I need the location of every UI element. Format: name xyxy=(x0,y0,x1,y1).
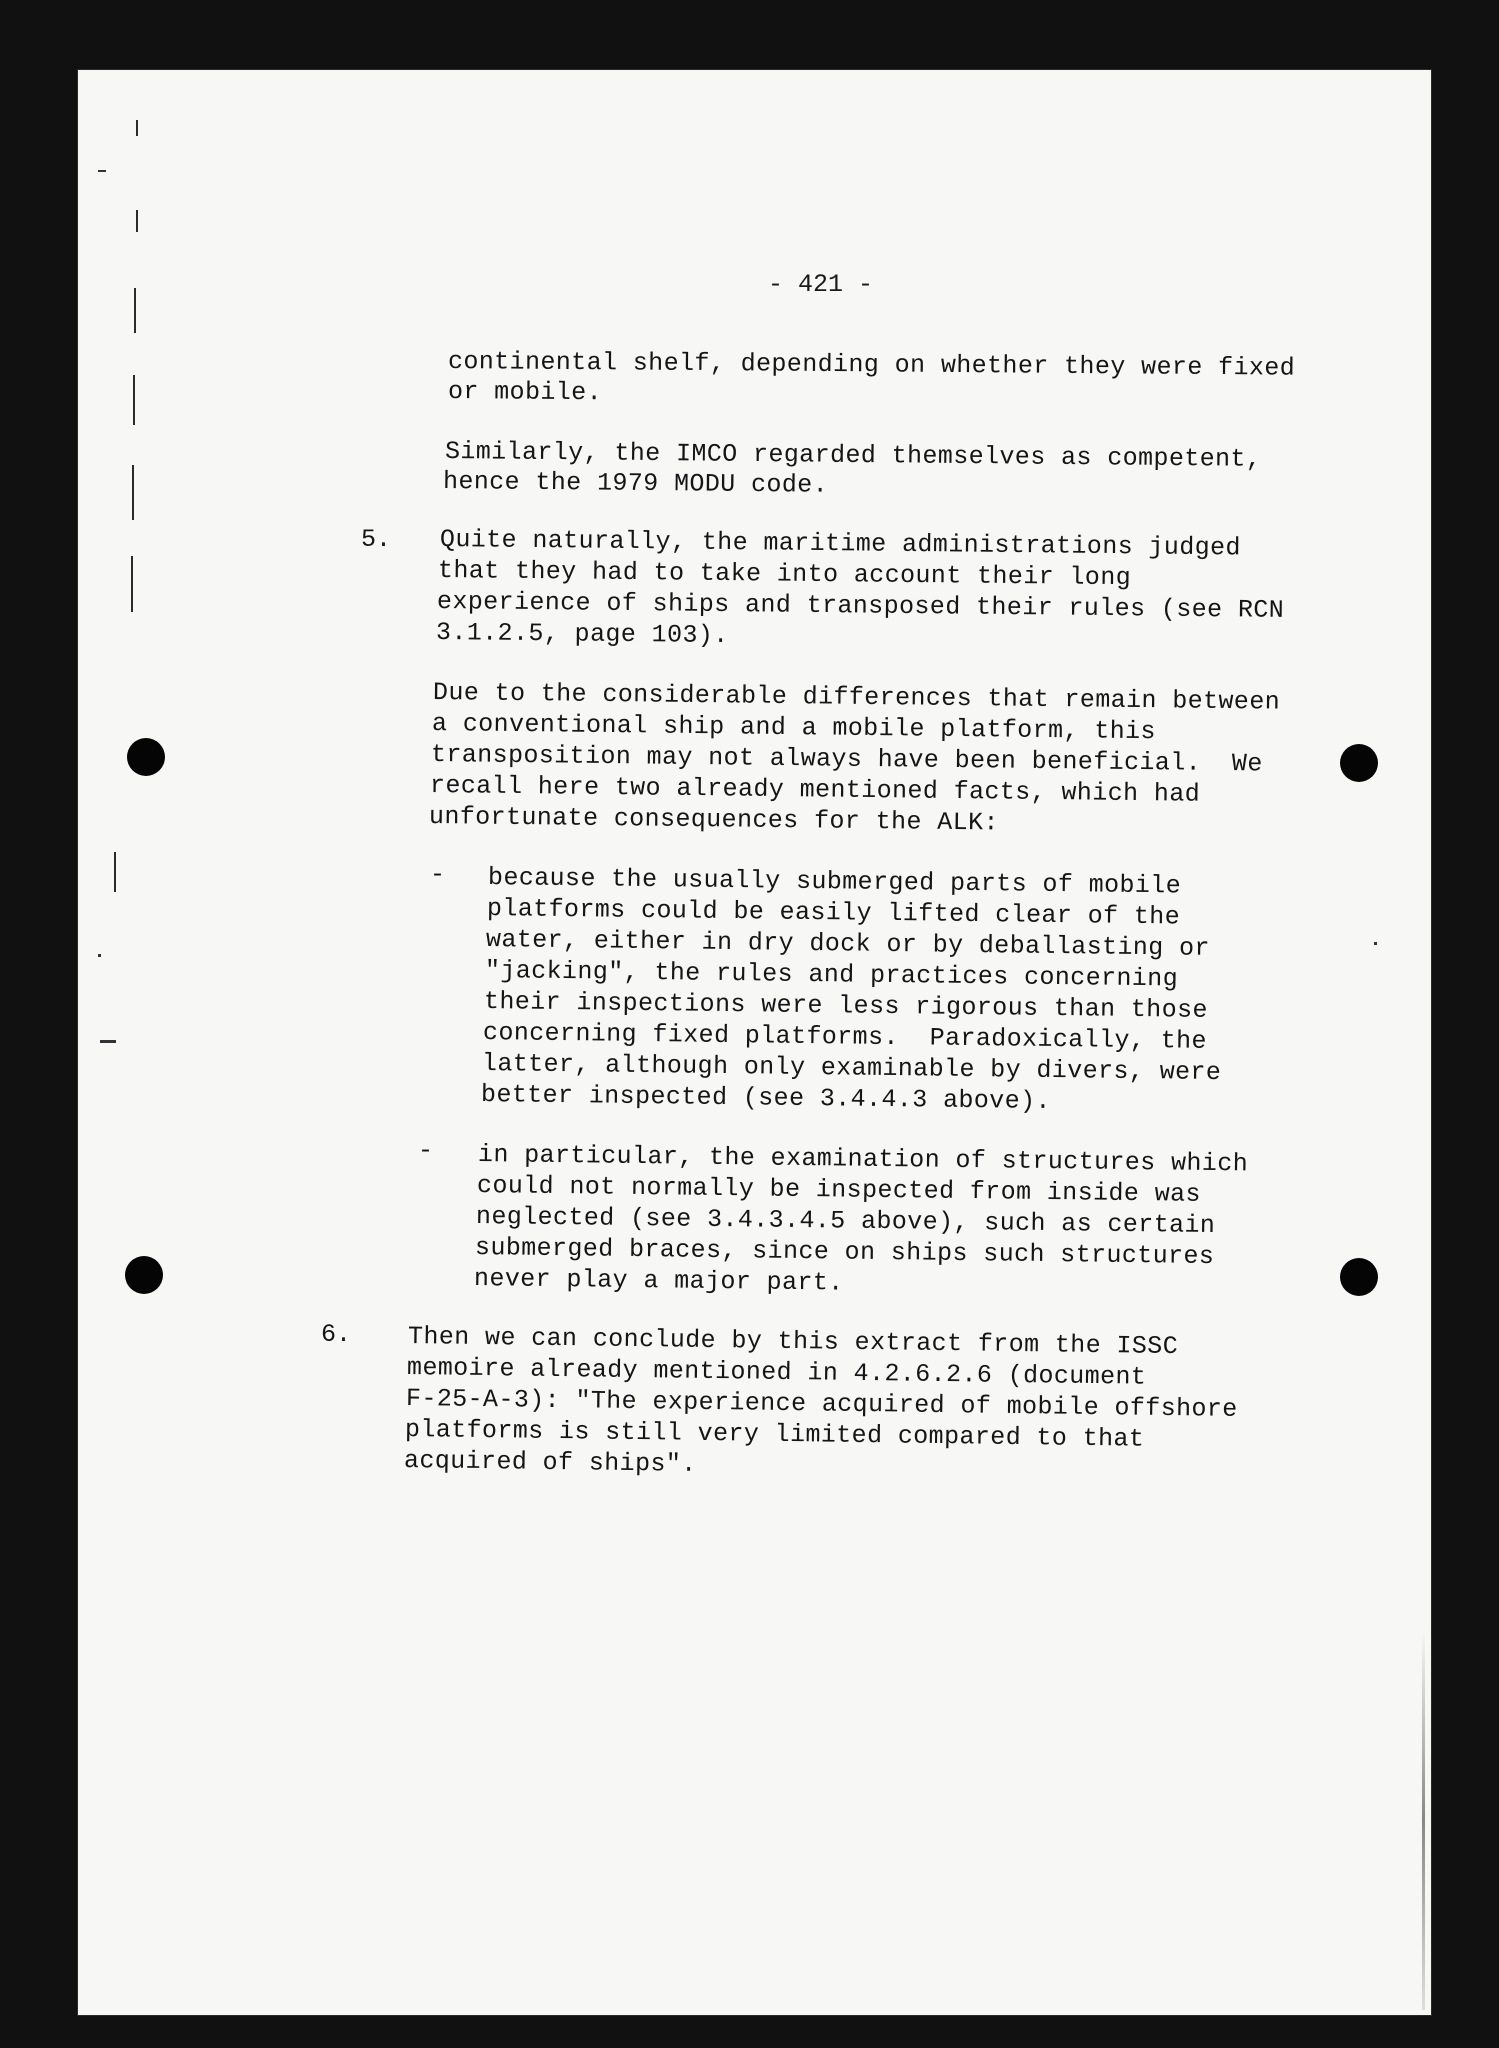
text-line: platforms could be easily lifted clear of the xyxy=(486,894,1181,932)
document-page xyxy=(78,70,1431,2015)
text-line: in particular, the examination of structures which xyxy=(477,1140,1249,1179)
text-line: acquired of ships". xyxy=(403,1446,697,1479)
text-line: F-25-A-3): "The experience acquired of mobile offshore xyxy=(405,1384,1238,1424)
text-line: better inspected (see 3.4.4.3 above). xyxy=(480,1080,1052,1116)
text-line: memoire already mentioned in 4.2.6.2.6 (document xyxy=(406,1353,1147,1392)
margin-tick xyxy=(98,170,106,172)
text-line: neglected (see 3.4.3.4.5 above), such as certain xyxy=(475,1202,1216,1241)
punch-hole-left-bottom xyxy=(125,1256,163,1294)
margin-mark xyxy=(134,288,136,333)
margin-tick xyxy=(100,1040,116,1043)
margin-mark xyxy=(132,465,134,520)
text-line: continental shelf, depending on whether they were fixed xyxy=(447,347,1296,383)
margin-dot xyxy=(1374,942,1377,945)
punch-hole-right-top xyxy=(1340,744,1378,782)
text-line: never play a major part. xyxy=(473,1264,844,1298)
text-line: recall here two already mentioned facts, which had xyxy=(429,771,1201,809)
text-line: a conventional ship and a mobile platform, this xyxy=(431,709,1157,747)
text-line: or mobile. xyxy=(447,377,603,408)
item-number-5: 5. xyxy=(361,525,392,554)
margin-mark xyxy=(136,120,138,136)
text-line: could not normally be inspected from inside was xyxy=(476,1171,1202,1209)
margin-mark xyxy=(131,556,133,612)
text-line: submerged braces, since on ships such structures xyxy=(474,1233,1215,1272)
text-line: experience of ships and transposed their rules (see RCN xyxy=(436,587,1285,625)
text-line: transposition may not always have been beneficial. We xyxy=(430,740,1263,779)
text-line: because the usually submerged parts of mobile xyxy=(487,863,1182,901)
text-line: concerning fixed platforms. Paradoxically, the xyxy=(482,1018,1208,1056)
punch-hole-left-top xyxy=(127,738,165,776)
item-number-6: 6. xyxy=(321,1320,352,1349)
text-line: hence the 1979 MODU code. xyxy=(442,467,829,500)
text-line: Then we can conclude by this extract from the ISSC xyxy=(407,1322,1179,1362)
text-line: Due to the considerable differences that remain between xyxy=(432,678,1281,717)
margin-mark xyxy=(114,852,116,892)
text-line: platforms is still very limited compared to that xyxy=(404,1415,1145,1454)
text-line: 3.1.2.5, page 103). xyxy=(435,618,729,651)
text-line: "jacking", the rules and practices concerning xyxy=(484,956,1179,994)
punch-hole-right-bottom xyxy=(1340,1258,1378,1296)
text-line: unfortunate consequences for the ALK: xyxy=(428,802,1000,838)
margin-dot xyxy=(98,954,101,957)
text-line: Similarly, the IMCO regarded themselves as competent, xyxy=(444,437,1262,474)
page-edge-shadow xyxy=(1422,1630,1425,2010)
text-line: water, either in dry dock or by deballasting or xyxy=(485,925,1211,963)
text-line: Quite naturally, the maritime administrations judged xyxy=(439,525,1242,563)
bullet-marker: - xyxy=(418,1136,434,1165)
margin-mark xyxy=(136,210,138,232)
text-line: latter, although only examinable by divers, were xyxy=(481,1049,1222,1088)
text-line: that they had to take into account their long xyxy=(437,556,1132,593)
page-number: - 421 - xyxy=(768,270,874,299)
margin-mark xyxy=(133,375,135,425)
bullet-marker: - xyxy=(430,860,446,889)
text-line: their inspections were less rigorous than those xyxy=(483,987,1209,1025)
